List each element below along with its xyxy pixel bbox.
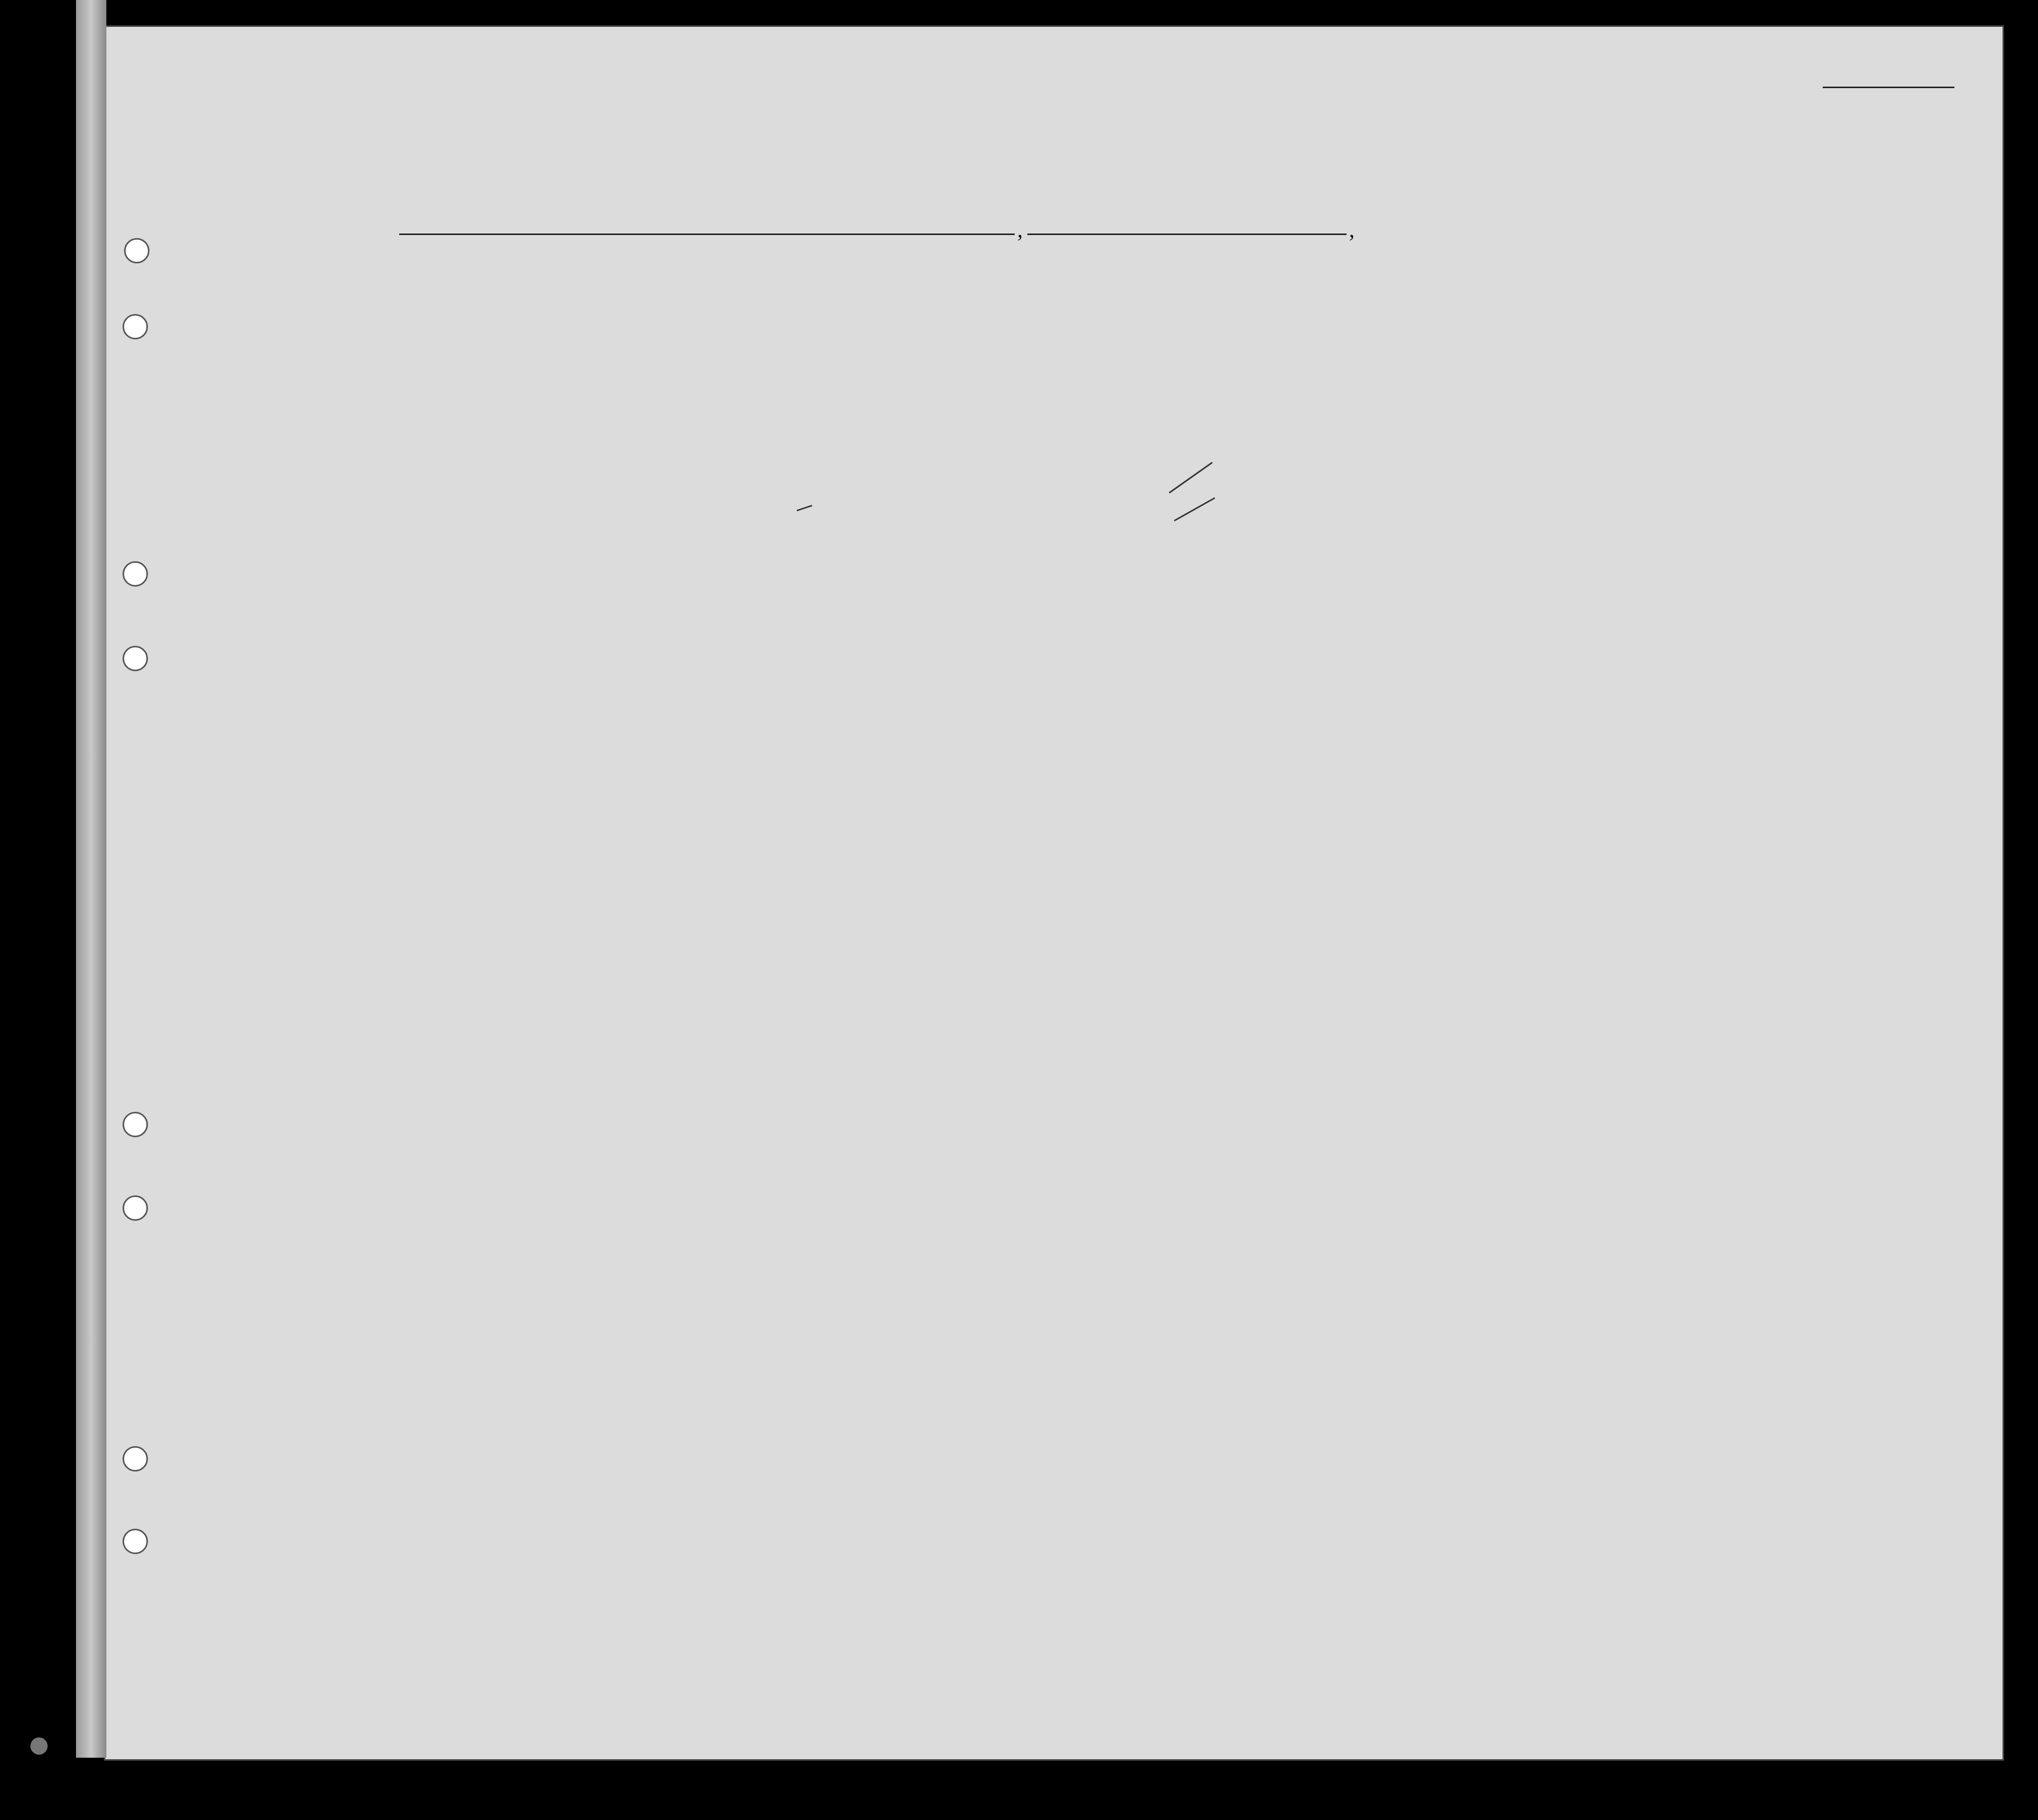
- binder-hole-1: [124, 238, 149, 263]
- manifest-sheet: [104, 25, 2004, 1761]
- binder-hole-7: [123, 1446, 148, 1472]
- comma-2: ,: [1349, 217, 1355, 242]
- table-grid: [105, 27, 2003, 1759]
- header-q29: [1450, 300, 1491, 447]
- header-purpose-length: [1227, 313, 1273, 447]
- header-ticket: [638, 285, 674, 442]
- list-number-underline: [1823, 87, 1954, 88]
- header-q28: [1400, 300, 1450, 447]
- comma-1: ,: [1017, 217, 1023, 242]
- binder-hole-6: [123, 1195, 148, 1221]
- binder-hole-3: [123, 561, 148, 587]
- header-anarchist: [1369, 300, 1397, 447]
- header-deported: [1496, 300, 1536, 447]
- film-mark: [30, 1737, 48, 1755]
- header-money: [770, 285, 800, 442]
- header-prison: [1311, 300, 1344, 447]
- port-underline: [399, 234, 1015, 235]
- header-height-feet: [1681, 417, 1711, 457]
- binder-hole-5: [123, 1112, 148, 1137]
- binder-hole-2: [123, 314, 148, 339]
- header-purpose-citizen: [1276, 313, 1311, 447]
- header-height-inches: [1710, 417, 1746, 447]
- page-edge-stack: [76, 0, 106, 1758]
- header-polygamist: [1343, 300, 1371, 447]
- binder-hole-4: [123, 646, 148, 671]
- date-underline: [1027, 234, 1347, 235]
- binder-hole-8: [123, 1529, 148, 1554]
- header-purpose-return: [1187, 313, 1227, 447]
